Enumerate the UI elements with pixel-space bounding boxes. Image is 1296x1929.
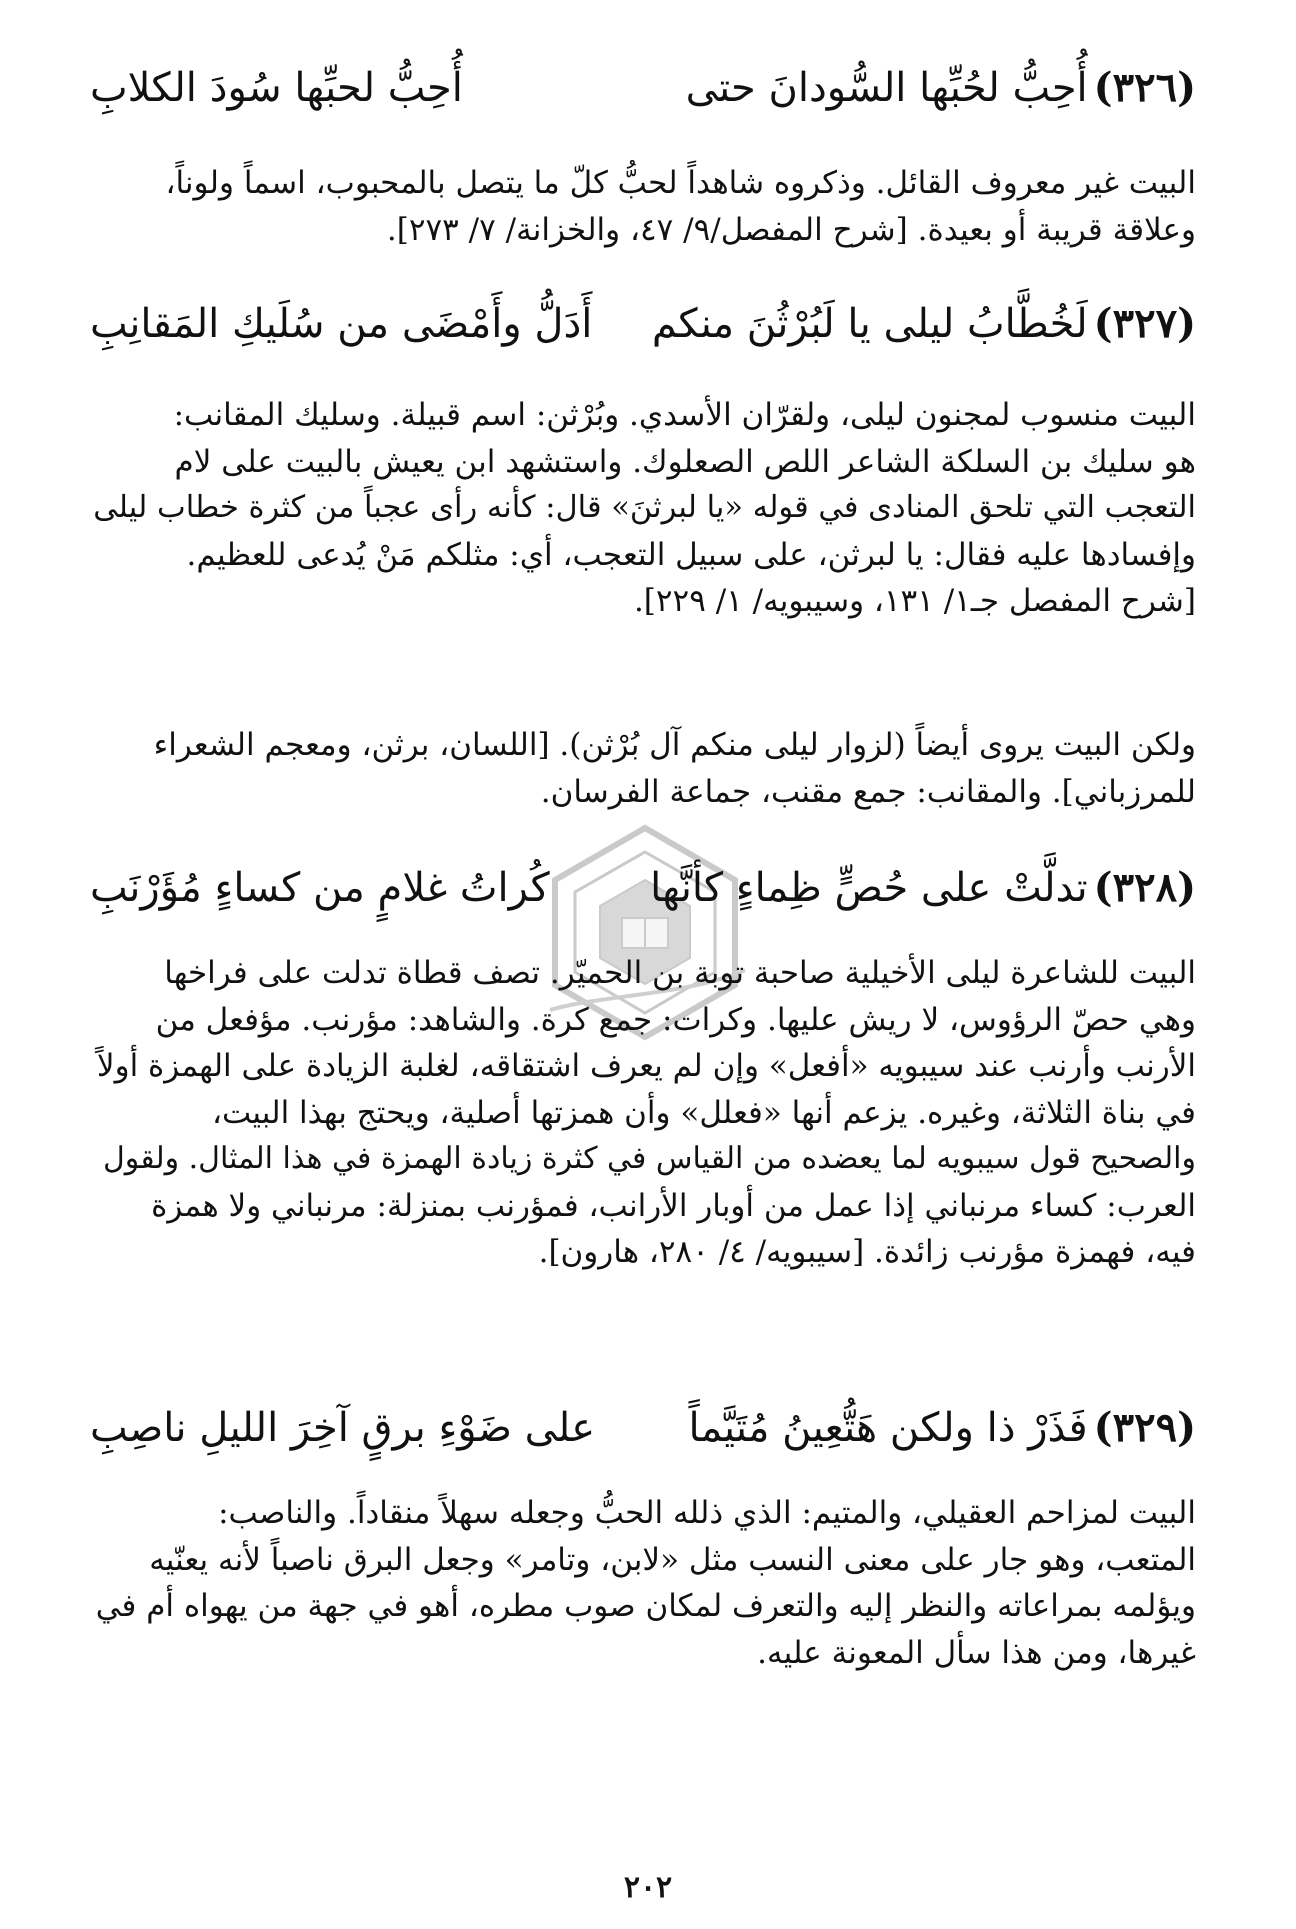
commentary-327 (90, 392, 1196, 625)
commentary-line: وهي حصّ الرؤوس، لا ريش عليها. وكرات: جمع كرة. والشاهد: مؤرنب. مؤفعل من (155, 1001, 1196, 1038)
commentary-327-note (90, 722, 1196, 815)
verse-327 (90, 298, 1196, 350)
commentary-line: للمرزباني]. والمقانب: جمع مقنب، جماعة الفرسان. (540, 773, 1196, 810)
commentary-line: هو سليك بن السلكة الشاعر اللص الصعلوك. واستشهد ابن يعيش بالبيت على لام (174, 443, 1196, 480)
commentary-line: [شرح المفصل جـ١/ ١٣١، وسيبويه/ ١/ ٢٢٩]. (633, 583, 1196, 619)
verse-first-hemistich: تدلَّتْ على حُصٍّ ظِماءٍ كأنَّها (650, 865, 1088, 911)
commentary-line: وإفسادها عليه فقال: يا لبرثن، على سبيل التعجب، أي: مثلكم مَنْ يُدعى للعظيم. (186, 536, 1196, 573)
verse-number: (٣٢٨) (1093, 864, 1196, 911)
commentary-326 (90, 160, 1196, 253)
verse-first-hemistich: لَخُطَّابُ ليلى يا لَبُرْثُنَ منكم (651, 301, 1088, 347)
commentary-line: التعجب التي تلحق المنادى في قوله «يا لبرثنَ» قال: كأنه رأى عجباً من كثرة خطاب ليلى (93, 490, 1196, 525)
commentary-line: الأرنب وأرنب عند سيبويه «أفعل» وإن لم يعرف اشتقاقه، لغلبة الزيادة على الهمزة أولاً (96, 1048, 1196, 1084)
verse-number: (٣٢٦) (1093, 64, 1196, 111)
commentary-line: فيه، فهمزة مؤرنب زائدة. [سيبويه/ ٤/ ٢٨٠، هارون]. (538, 1234, 1196, 1270)
verse-second-hemistich: أَدَلُّ وأَمْضَى من سُلَيكِ المَقانِبِ (90, 301, 593, 347)
commentary-line: وعلاقة قريبة أو بعيدة. [شرح المفصل/٩/ ٤٧، والخزانة/ ٧/ ٢٧٣]. (386, 211, 1196, 248)
commentary-line: في بناة الثلاثة، وغيره. يزعم أنها «فعلل» وأن همزتها أصلية، ويحتج بهذا البيت، (211, 1094, 1196, 1131)
commentary-line: المتعب، وهو جار على معنى النسب مثل «لابن، وتامر» وجعل البرق ناصباً لأنه يعنّيه (149, 1541, 1196, 1578)
commentary-line: البيت لمزاحم العقيلي، والمتيم: الذي ذلله الحبُّ وجعله سهلاً منقاداً. والناصب: (218, 1495, 1196, 1531)
verse-first-hemistich: فَذَرْ ذا ولكن هَتُّعِينُ مُتَيَّماً (688, 1405, 1088, 1451)
verse-second-hemistich: على ضَوْءِ برقٍ آخِرَ الليلِ ناصِبِ (90, 1405, 596, 1451)
commentary-328 (90, 950, 1196, 1276)
verse-second-hemistich: كُراتُ غلامٍ من كساءٍ مُؤَرْنَبِ (90, 865, 550, 911)
verse-326 (90, 62, 1196, 114)
commentary-line: العرب: كساء مرنباني إذا عمل من أوبار الأرانب، فمؤرنب بمنزلة: مرنباني ولا همزة (151, 1187, 1196, 1224)
commentary-329 (90, 1490, 1196, 1676)
commentary-line: البيت للشاعرة ليلى الأخيلية صاحبة توبة بن الحميّر. تصف قطاة تدلت على فراخها (164, 955, 1196, 991)
page-number: ٢٠٢ (623, 1870, 673, 1905)
commentary-line: ولكن البيت يروى أيضاً (لزوار ليلى منكم آل بُرْثن). [اللسان، برثن، ومعجم الشعراء (153, 727, 1196, 763)
commentary-line: البيت غير معروف القائل. وذكروه شاهداً لحبُّ كلّ ما يتصل بالمحبوب، اسماً ولوناً، (165, 165, 1196, 201)
commentary-line: والصحيح قول سيبويه لما يعضده من القياس في كثرة زيادة الهمزة في هذا المثال. ولقول (103, 1141, 1196, 1176)
verse-number: (٣٢٧) (1093, 300, 1196, 347)
commentary-line: البيت منسوب لمجنون ليلى، ولقرّان الأسدي. وبُرْثن: اسم قبيلة. وسليك المقانب: (173, 397, 1196, 433)
verse-328 (90, 862, 1196, 914)
verse-first-hemistich: أُحِبُّ لحُبِّها السُّودانَ حتى (685, 65, 1088, 111)
verse-second-hemistich: أُحِبُّ لحبِّها سُودَ الكلابِ (90, 65, 463, 111)
verse-329 (90, 1402, 1196, 1454)
commentary-line: غيرها، ومن هذا سأل المعونة عليه. (757, 1634, 1196, 1671)
verse-number: (٣٢٩) (1093, 1404, 1196, 1451)
commentary-line: ويؤلمه بمراعاته والنظر إليه والتعرف لمكان صوب مطره، أهو في جهة من يهواه أم في (95, 1588, 1196, 1624)
